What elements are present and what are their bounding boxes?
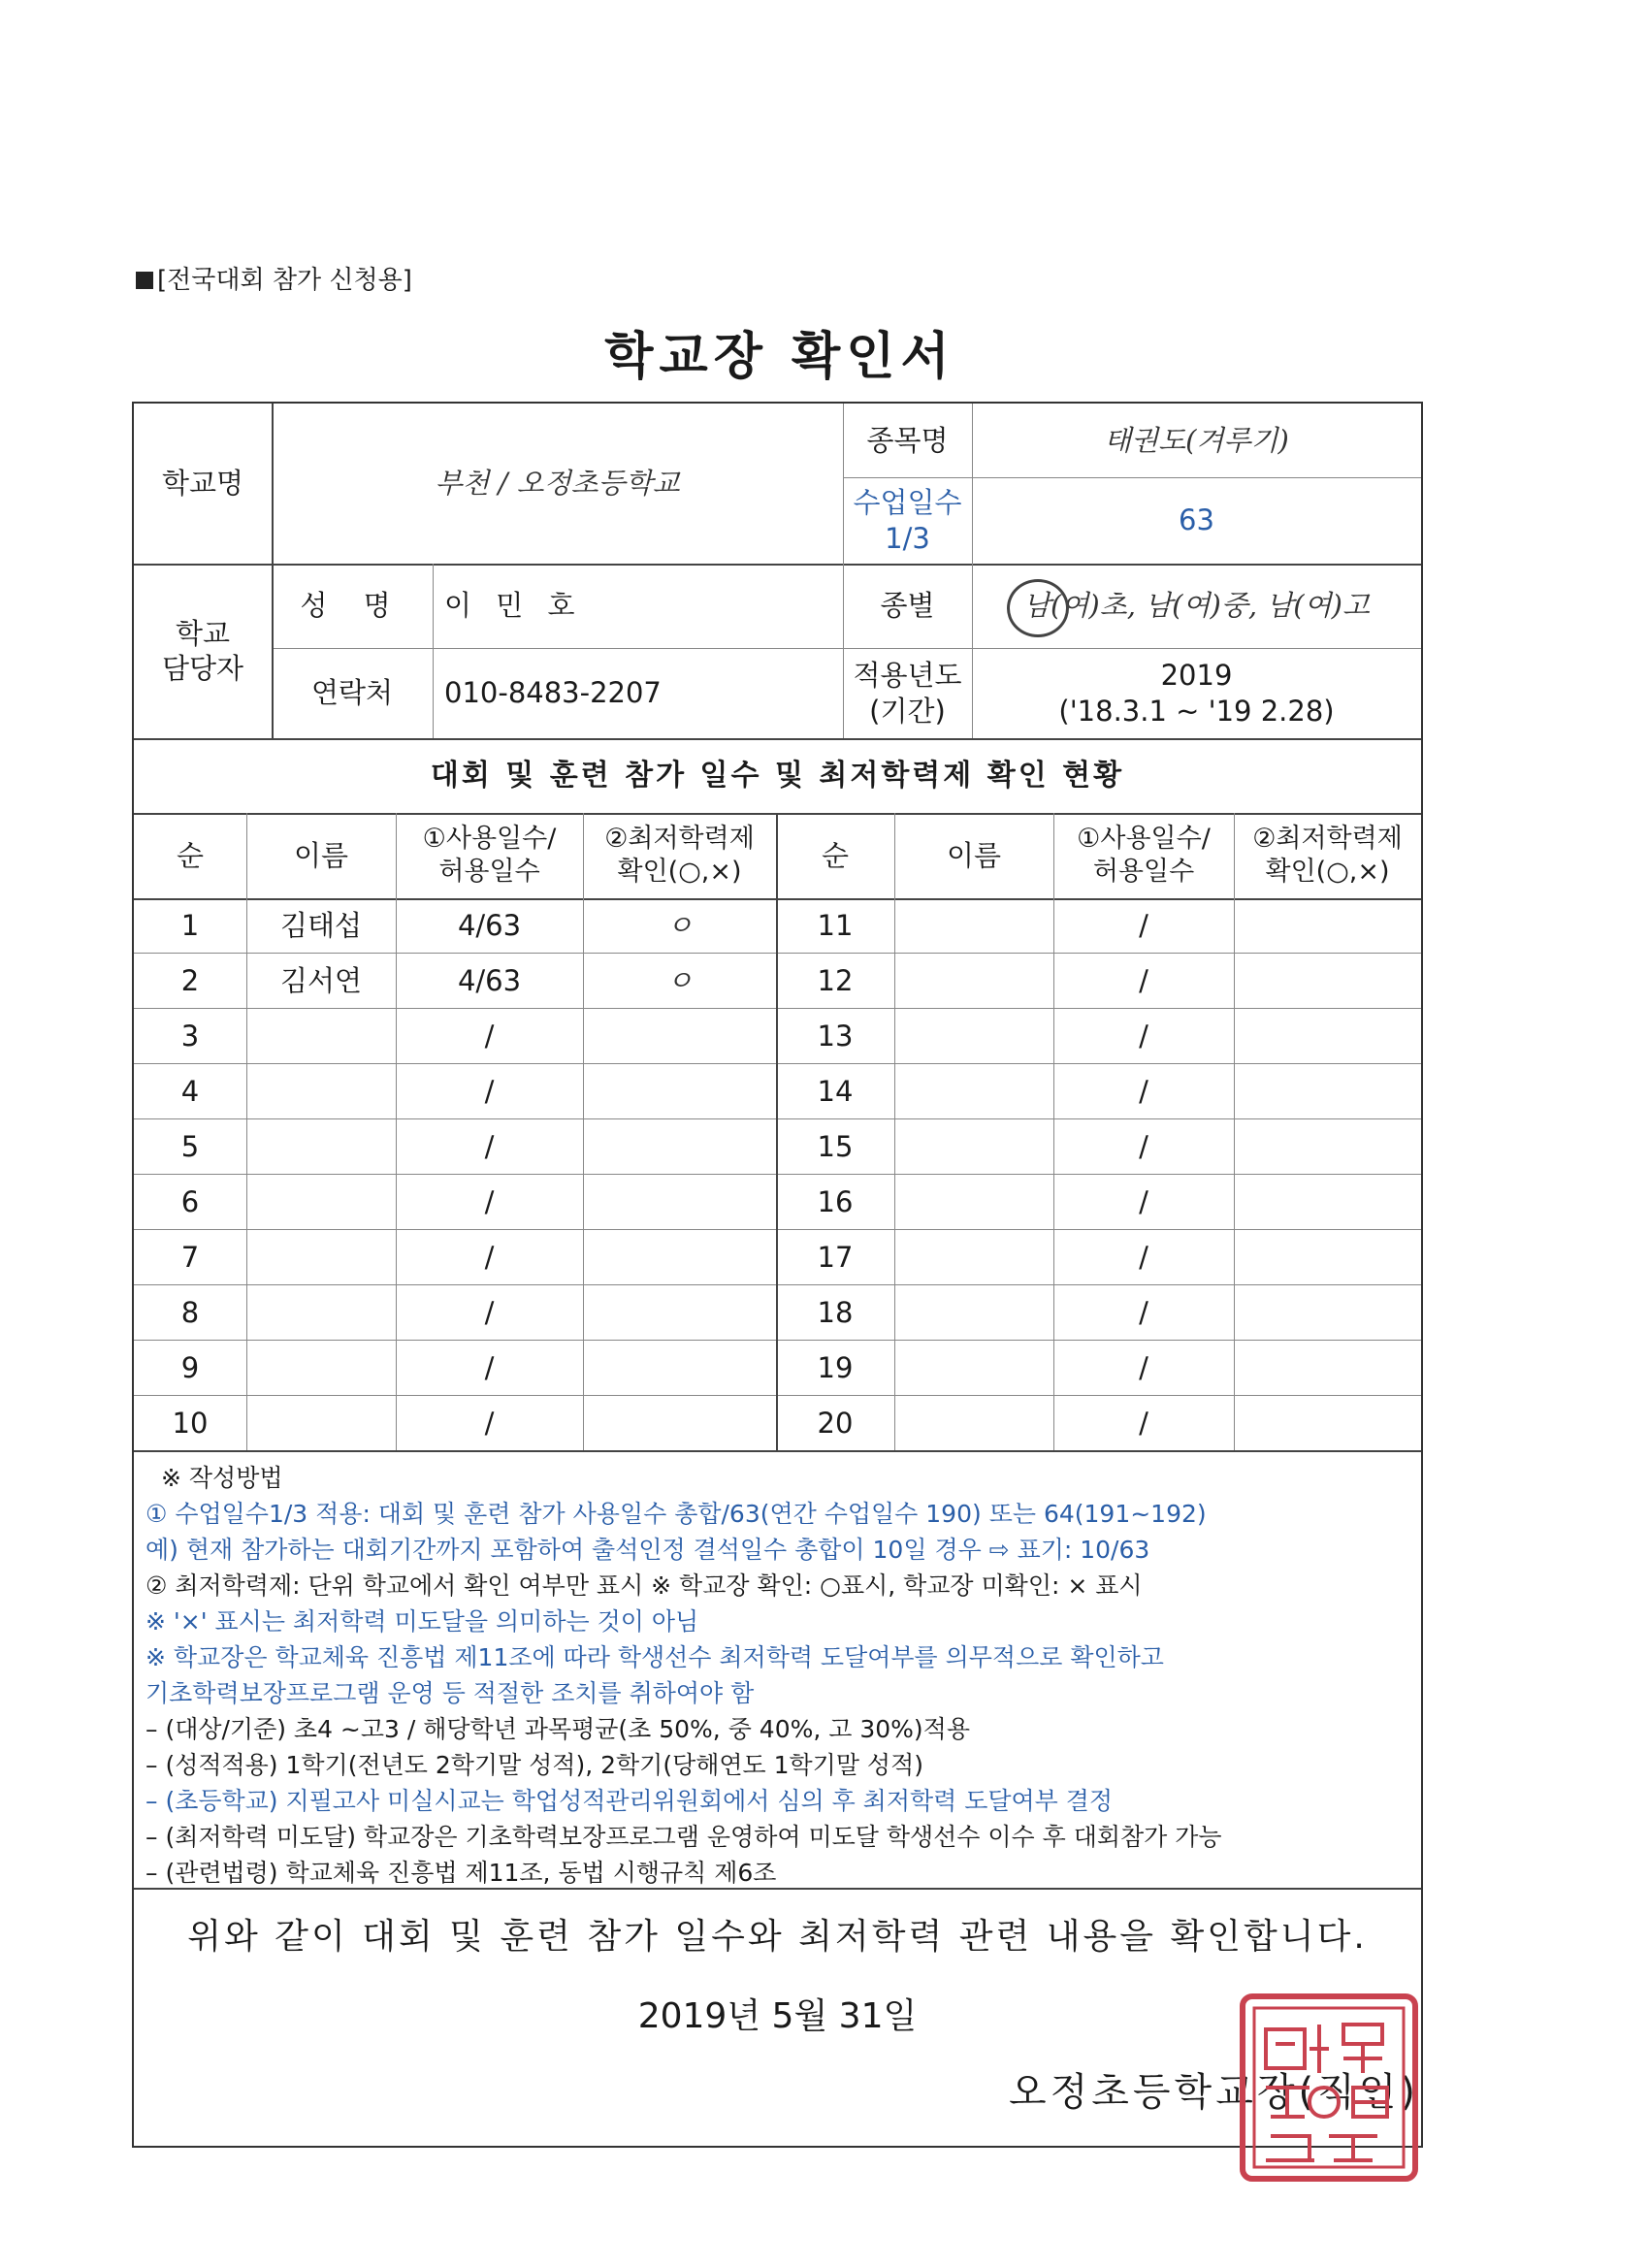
cell-no-right: 17 <box>817 1241 854 1275</box>
school-name-value: 부천 / 오정초등학교 <box>435 467 680 501</box>
cell-no-left: 8 <box>180 1296 200 1330</box>
year-label-line1: 적용년도 <box>853 659 962 693</box>
cell-check-right <box>1234 1009 1421 1064</box>
cell-check-left <box>583 1009 776 1064</box>
cell-name-right <box>894 954 1053 1009</box>
seal-stroke <box>1329 2136 1377 2160</box>
instruction-line: ※ 학교장은 학교체육 진흥법 제11조에 따라 학생선수 최저학력 도달여부를 의무적으로 확인하고 <box>146 1643 1164 1671</box>
cell-no-left: 9 <box>180 1351 200 1385</box>
phone-label: 연락처 <box>310 676 394 710</box>
year-value-line2: ('18.3.1 ~ '19 2.28) <box>1058 694 1335 728</box>
instruction-line: – (최저학력 미도달) 학교장은 기초학력보장프로그램 운영하여 미도달 학생선수 이수 후 대회참가 가능 <box>146 1823 1222 1851</box>
cell-no-left: 4 <box>180 1075 200 1109</box>
cell-days-right: / <box>1139 909 1148 943</box>
cell-check-left <box>583 1064 776 1119</box>
cell-check-right <box>1234 1396 1421 1451</box>
cell-days-left: 4/63 <box>457 964 522 998</box>
cell-days-right: / <box>1139 1296 1148 1330</box>
header-check-right-line2: 확인(○,×) <box>1265 857 1390 887</box>
class-days-label-line1: 수업일수 <box>853 486 962 520</box>
cell-no-right: 14 <box>817 1075 854 1109</box>
name-label: 성 명 <box>300 589 404 623</box>
instructions-lines <box>146 1496 1426 1891</box>
seal-stroke <box>1343 2025 1382 2044</box>
year-value-line1: 2019 <box>1160 659 1233 693</box>
cell-check-left: ㅇ <box>665 909 694 943</box>
header-days-right-line1: ①사용일수/ <box>1077 824 1211 855</box>
instruction-line: 예) 현재 참가하는 대회기간까지 포함하여 출석인정 결석일수 총합이 10일 경우 ⇨ 표기: 10/63 <box>146 1536 1150 1564</box>
cell-days-left: / <box>484 1020 495 1053</box>
contact-group-label <box>134 564 272 738</box>
cell-check-left <box>583 1285 776 1341</box>
cell-no-right: 19 <box>817 1351 854 1385</box>
cell-check-left <box>583 1341 776 1396</box>
school-name-label: 학교명 <box>161 467 244 501</box>
class-days-label <box>843 477 972 564</box>
seal-stroke <box>1266 2088 1310 2117</box>
header-days-left <box>396 813 583 898</box>
document-title: 학교장 확인서 <box>604 328 955 386</box>
cell-check-right <box>1234 1341 1421 1396</box>
cell-no-left: 5 <box>180 1130 200 1164</box>
header-days-right-line2: 허용일수 <box>1092 857 1195 887</box>
cell-name-left <box>246 1285 396 1341</box>
cell-no-left: 6 <box>180 1185 200 1219</box>
header-no-right: 순 <box>821 838 849 872</box>
cell-name-right <box>894 1285 1053 1341</box>
instruction-line: – (대상/기준) 초4 ~고3 / 해당학년 과목평균(초 50%, 중 40%, 고 30%)적용 <box>146 1715 970 1743</box>
cell-name-right <box>894 1396 1053 1451</box>
cell-check-right <box>1234 1285 1421 1341</box>
cell-check-right <box>1234 954 1421 1009</box>
contact-group-label-line2: 담당자 <box>161 652 244 685</box>
phone-value: 010-8483-2207 <box>444 676 662 710</box>
header-name-right: 이름 <box>946 838 1002 872</box>
cell-days-left: / <box>484 1407 495 1441</box>
cell-name-left <box>246 1230 396 1285</box>
confirmation-date: 2019년 5월 31일 <box>637 1996 918 2036</box>
cell-days-right: / <box>1139 1130 1148 1164</box>
cell-no-right: 12 <box>817 964 854 998</box>
principal-signature: 오정초등학교장(직인) <box>1009 2070 1419 2115</box>
instruction-line: – (성적적용) 1학기(전년도 2학기말 성적), 2학기(당해연도 1학기말 성적) <box>146 1751 923 1779</box>
cell-days-right: / <box>1139 964 1148 998</box>
header-check-left-line2: 확인(○,×) <box>617 857 742 887</box>
cell-name-right <box>894 1175 1053 1230</box>
name-value: 이 민 호 <box>444 589 583 623</box>
contact-group-label-line1: 학교 <box>175 616 231 650</box>
class-days-label-line2: 1/3 <box>885 521 930 555</box>
cell-name-left <box>246 1009 396 1064</box>
cell-days-right: / <box>1139 1241 1148 1275</box>
cell-days-left: / <box>484 1075 495 1109</box>
header-no-left: 순 <box>176 838 204 872</box>
cell-no-left: 7 <box>180 1241 200 1275</box>
header-check-right-line1: ②최저학력제 <box>1252 824 1403 855</box>
header-name-left: 이름 <box>293 838 349 872</box>
cell-no-left: 3 <box>180 1020 200 1053</box>
cell-check-right <box>1234 1230 1421 1285</box>
instruction-line: ② 최저학력제: 단위 학교에서 확인 여부만 표시 ※ 학교장 확인: ○표시, 학교장 미확인: × 표시 <box>146 1571 1143 1600</box>
cell-name-right <box>894 1064 1053 1119</box>
cell-name-left <box>246 1119 396 1175</box>
cell-name-left <box>246 1396 396 1451</box>
section-title: 대회 및 훈련 참가 일수 및 최저학력제 확인 현황 <box>430 758 1125 793</box>
cell-days-left: / <box>484 1296 495 1330</box>
cell-days-right: / <box>1139 1185 1148 1219</box>
header-check-left-line1: ②최저학력제 <box>604 824 755 855</box>
year-label <box>843 648 972 738</box>
cell-no-right: 13 <box>817 1020 854 1053</box>
cell-no-right: 18 <box>817 1296 854 1330</box>
cell-name-right <box>894 898 1053 954</box>
cell-check-left <box>583 1175 776 1230</box>
cell-days-left: / <box>484 1185 495 1219</box>
header-days-right <box>1053 813 1234 898</box>
seal-stroke <box>1310 2088 1339 2117</box>
cell-no-left: 10 <box>172 1407 209 1441</box>
seal-stroke <box>1353 2088 1387 2117</box>
cell-no-right: 11 <box>817 909 854 943</box>
cell-no-right: 15 <box>817 1130 854 1164</box>
cell-check-left: ㅇ <box>665 964 694 998</box>
instruction-line: ① 수업일수1/3 적용: 대회 및 훈련 참가 사용일수 총합/63(연간 수업일수 190) 또는 64(191~192) <box>146 1500 1207 1528</box>
cell-name-right <box>894 1119 1053 1175</box>
header-days-left-line1: ①사용일수/ <box>422 824 557 855</box>
gender-label: 종별 <box>880 589 935 623</box>
cell-days-right: / <box>1139 1075 1148 1109</box>
cell-name-right <box>894 1230 1053 1285</box>
instruction-line: 기초학력보장프로그램 운영 등 적절한 조치를 취하여야 함 <box>146 1679 755 1707</box>
class-days-value: 63 <box>1179 503 1214 537</box>
official-seal <box>1237 1991 1421 2185</box>
cell-days-left: / <box>484 1130 495 1164</box>
cell-check-right <box>1234 1119 1421 1175</box>
year-label-line2: (기간) <box>869 694 946 728</box>
seal-stroke <box>1310 2025 1329 2073</box>
seal-stroke <box>1343 2044 1382 2073</box>
cell-check-left <box>583 1396 776 1451</box>
event-value: 태권도(겨루기) <box>1104 423 1289 457</box>
form-type-tag: [전국대회 참가 신청용] <box>136 260 412 296</box>
cell-name-left: 김태섭 <box>279 909 363 943</box>
instructions-title: ※ 작성방법 <box>161 1464 283 1492</box>
instruction-line: ※ '×' 표시는 최저학력 미도달을 의미하는 것이 아님 <box>146 1607 699 1636</box>
header-check-left <box>583 813 776 898</box>
cell-check-right <box>1234 1175 1421 1230</box>
cell-name-left <box>246 1064 396 1119</box>
cell-no-right: 16 <box>817 1185 854 1219</box>
cell-days-right: / <box>1139 1351 1148 1385</box>
cell-check-left <box>583 1119 776 1175</box>
cell-check-right <box>1234 898 1421 954</box>
confirmation-statement: 위와 같이 대회 및 훈련 참가 일수와 최저학력 관련 내용을 확인합니다. <box>187 1917 1368 1957</box>
instructions <box>146 1460 1426 1891</box>
instruction-line: – (관련법령) 학교체육 진흥법 제11조, 동법 시행규칙 제6조 <box>146 1859 777 1887</box>
cell-no-right: 20 <box>817 1407 854 1441</box>
cell-no-left: 2 <box>180 964 200 998</box>
event-label: 종목명 <box>866 423 949 457</box>
cell-name-left: 김서연 <box>279 964 363 998</box>
cell-name-left <box>246 1341 396 1396</box>
year-value <box>972 648 1421 738</box>
cell-days-left: / <box>484 1351 495 1385</box>
header-check-right <box>1234 813 1421 898</box>
cell-days-right: / <box>1139 1407 1148 1441</box>
cell-name-right <box>894 1341 1053 1396</box>
cell-check-left <box>583 1230 776 1285</box>
header-days-left-line2: 허용일수 <box>438 857 540 887</box>
cell-check-right <box>1234 1064 1421 1119</box>
gender-selection-circle <box>1007 579 1069 637</box>
seal-stroke <box>1266 2029 1305 2068</box>
seal-stroke <box>1266 2136 1314 2160</box>
cell-no-left: 1 <box>180 909 200 943</box>
cell-days-right: / <box>1139 1020 1148 1053</box>
gender-value: 남(여)초, 남(여)중, 남(여)고 <box>1023 589 1370 623</box>
cell-name-right <box>894 1009 1053 1064</box>
instruction-line: – (초등학교) 지필고사 미실시교는 학업성적관리위원회에서 심의 후 최저학력 도달여부 결정 <box>146 1787 1114 1815</box>
cell-days-left: / <box>484 1241 495 1275</box>
cell-days-left: 4/63 <box>457 909 522 943</box>
cell-name-left <box>246 1175 396 1230</box>
